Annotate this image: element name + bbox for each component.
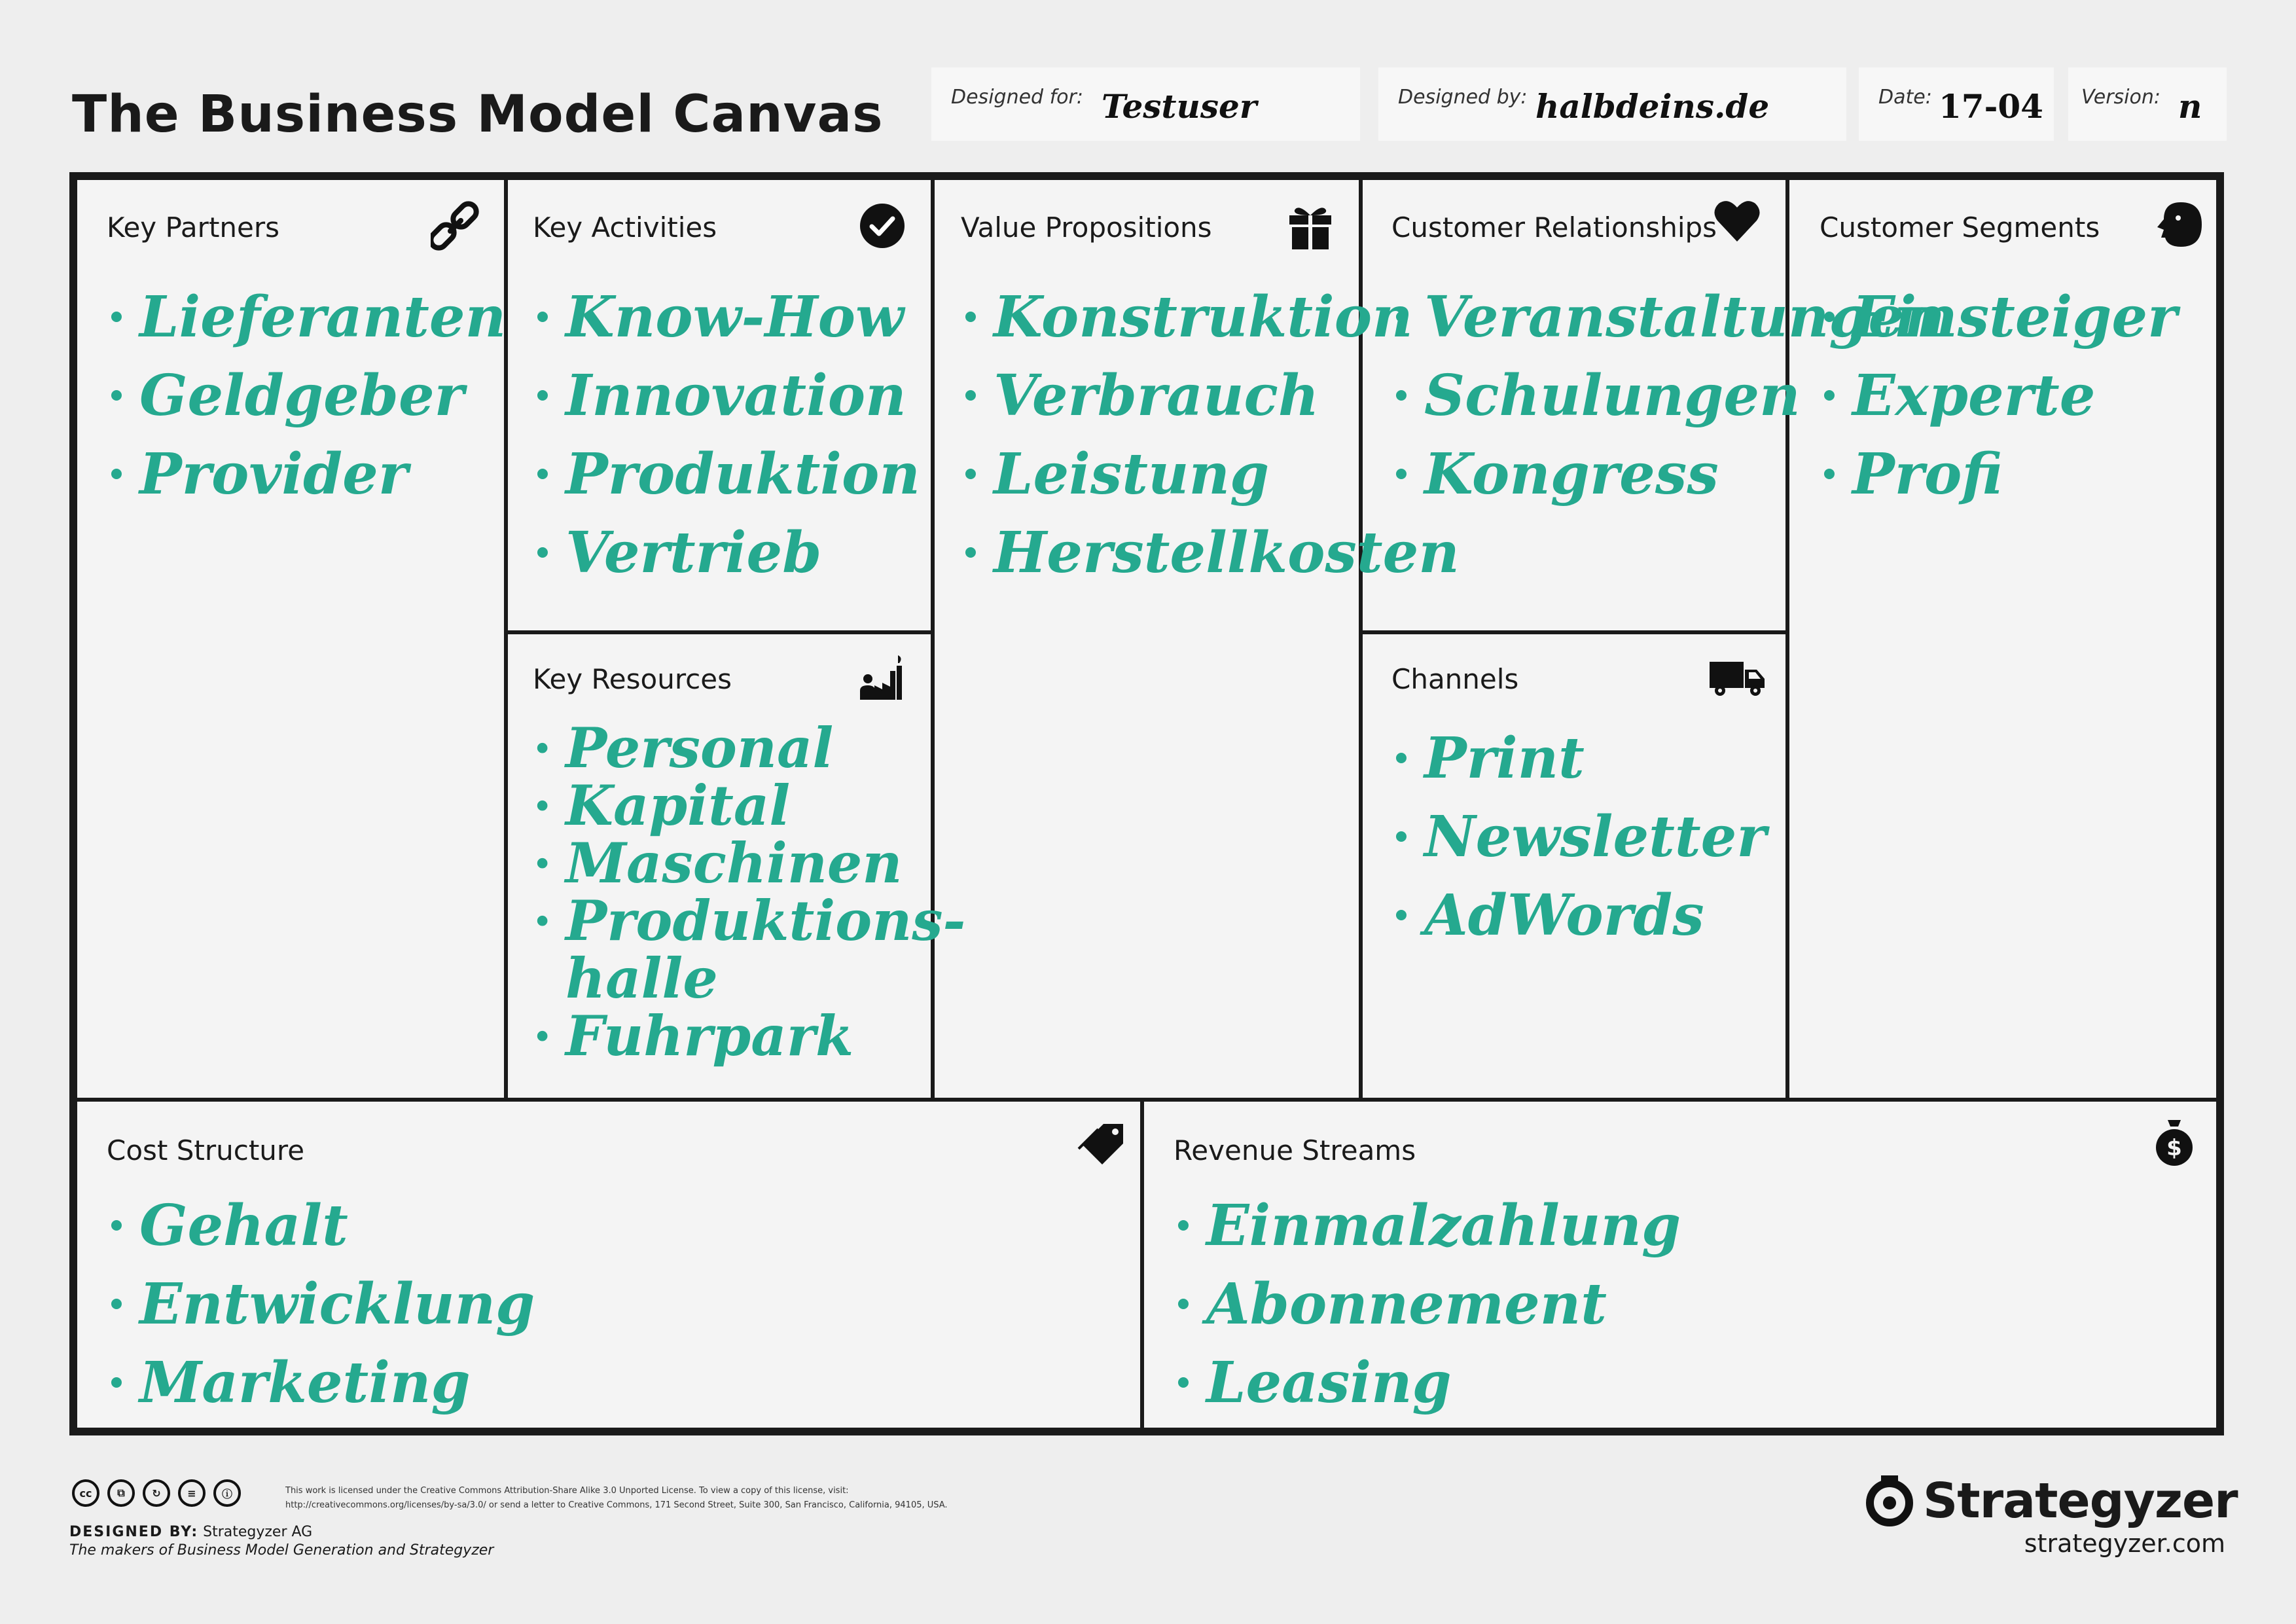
share-alike-icon: ↻: [143, 1479, 170, 1507]
key-activities-title: Key Activities: [533, 211, 717, 244]
business-model-canvas: [69, 172, 2224, 1435]
list-item: · Leasing: [1174, 1344, 1681, 1422]
list-item: · Newsletter: [1391, 798, 1767, 876]
list-item: · AdWords: [1391, 876, 1767, 955]
list-item: · Konstruktion: [961, 278, 1460, 357]
designed-by-footer-value: Strategyzer AG: [203, 1524, 313, 1540]
list-item: · Kapital: [533, 777, 965, 835]
revenue-streams-list: [1174, 1187, 1681, 1422]
list-item: · Leistung: [961, 435, 1460, 514]
list-item: · Maschinen: [533, 835, 965, 892]
list-item: · Gehalt: [107, 1187, 535, 1265]
copy-icon: ⧉: [107, 1479, 135, 1507]
strategyzer-logo[interactable]: [1863, 1473, 2238, 1529]
customer-segments-title: Customer Segments: [1820, 211, 2100, 244]
list-item: · Personal: [533, 719, 965, 777]
key-resources-box[interactable]: [508, 634, 966, 1102]
designed-for-value: Testuser: [1102, 87, 1257, 126]
designed-for-field[interactable]: [931, 67, 1360, 141]
designed-by-footer: [69, 1524, 312, 1540]
date-label: Date:: [1878, 86, 1932, 109]
list-item: · Kongress: [1391, 435, 1945, 514]
list-item: · Veranstaltungen: [1391, 278, 1945, 357]
list-item: · Marketing: [107, 1344, 535, 1422]
license-text-line1: This work is licensed under the Creative Commons Attribution-Share Alike 3.0 Unported License. To view a copy of this license, visit:: [285, 1486, 849, 1496]
no-derivatives-icon: ≡: [178, 1479, 206, 1507]
gift-icon: [1285, 201, 1335, 251]
key-activities-list: [533, 278, 920, 592]
svg-text:$: $: [2166, 1135, 2182, 1161]
list-item: · Know-How: [533, 278, 920, 357]
money-bag-icon: [2149, 1117, 2199, 1167]
list-item: · Print: [1391, 719, 1767, 798]
license-text-line2[interactable]: http://creativecommons.org/licenses/by-sa/3.0/ or send a letter to Creative Commons, 171 Second Street, Suite 300, San Francisco, California, 94105, USA.: [285, 1500, 948, 1510]
list-item: · Geldgeber: [107, 357, 506, 435]
list-item: · Vertrieb: [533, 514, 920, 592]
list-item: · Innovation: [533, 357, 920, 435]
channels-title: Channels: [1391, 663, 1519, 695]
designed-by-field[interactable]: [1378, 67, 1846, 141]
cost-structure-box[interactable]: [77, 1102, 1144, 1428]
list-item: · Verbrauch: [961, 357, 1460, 435]
version-label: Version:: [2081, 86, 2161, 109]
footer-tagline: The makers of Business Model Generation and Strategyzer: [69, 1542, 494, 1559]
version-field[interactable]: [2068, 67, 2227, 141]
heart-icon: [1712, 196, 1762, 245]
designed-by-value: halbdeins.de: [1535, 87, 1770, 126]
key-activities-box[interactable]: [508, 180, 935, 634]
value-propositions-title: Value Propositions: [961, 211, 1212, 244]
designed-for-label: Designed for:: [951, 86, 1083, 109]
channels-box[interactable]: [1363, 634, 1789, 1102]
truck-icon: [1708, 658, 1767, 697]
cost-structure-title: Cost Structure: [107, 1134, 305, 1166]
list-item: · Profi: [1820, 435, 2177, 514]
strategyzer-logo-icon: [1863, 1474, 1916, 1528]
license-icons: [72, 1479, 241, 1507]
list-item-continuation: halle: [565, 946, 718, 1011]
cost-structure-list: [107, 1187, 535, 1422]
list-item: · Entwicklung: [107, 1265, 535, 1344]
list-item: · Produktion: [533, 435, 920, 514]
customer-segments-list: [1820, 278, 2177, 514]
designed-by-footer-label: DESIGNED BY:: [69, 1524, 199, 1540]
revenue-streams-title: Revenue Streams: [1174, 1134, 1416, 1166]
customer-relationships-title: Customer Relationships: [1391, 211, 1717, 244]
link-icon: [431, 201, 480, 251]
list-item: · Fuhrpark: [533, 1007, 965, 1065]
channels-list: [1391, 719, 1767, 955]
date-field[interactable]: [1859, 67, 2054, 141]
key-resources-title: Key Resources: [533, 663, 732, 695]
list-item: · Herstellkosten: [961, 514, 1460, 592]
list-item: · Schulungen: [1391, 357, 1945, 435]
version-value: n: [2178, 87, 2202, 126]
designed-by-label: Designed by:: [1398, 86, 1528, 109]
list-item: · Produktions-: [533, 892, 965, 950]
list-item: · Abonnement: [1174, 1265, 1681, 1344]
list-item: · Lieferanten: [107, 278, 506, 357]
price-tag-icon: [1076, 1120, 1126, 1170]
customer-segments-box[interactable]: [1789, 180, 2216, 1102]
revenue-streams-box[interactable]: [1144, 1102, 2216, 1428]
strategyzer-brand: Strategyzer: [1923, 1473, 2238, 1529]
list-item: · Einsteiger: [1820, 278, 2177, 357]
check-icon: [857, 201, 907, 251]
factory-icon: [857, 653, 907, 702]
date-value: 17-04: [1939, 87, 2043, 126]
key-partners-list: [107, 278, 506, 514]
attribution-icon: ⓘ: [213, 1479, 241, 1507]
list-item: · Experte: [1820, 357, 2177, 435]
key-partners-title: Key Partners: [107, 211, 280, 244]
strategyzer-url[interactable]: strategyzer.com: [2024, 1529, 2225, 1558]
key-partners-box[interactable]: [77, 180, 508, 1102]
page-title: The Business Model Canvas: [72, 85, 884, 144]
list-item: · Einmalzahlung: [1174, 1187, 1681, 1265]
creative-commons-icon: cc: [72, 1479, 99, 1507]
face-icon: [2155, 200, 2204, 249]
key-resources-list: [533, 715, 966, 1068]
list-item: · Provider: [107, 435, 506, 514]
